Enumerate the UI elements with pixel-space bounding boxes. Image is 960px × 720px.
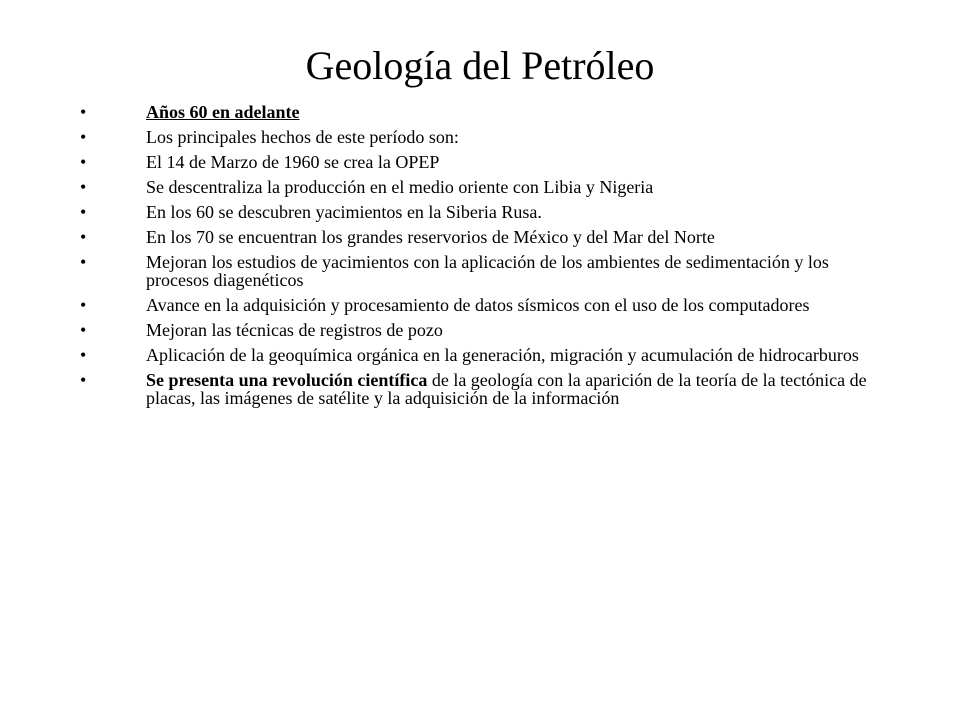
list-item <box>80 153 880 171</box>
bullet-icon: • <box>80 345 87 365</box>
list-item <box>80 103 880 121</box>
section-heading: Años 60 en adelante <box>146 102 300 122</box>
bullet-icon: • <box>80 102 87 122</box>
list-item <box>80 228 880 246</box>
list-item-text <box>146 102 300 122</box>
bullet-icon: • <box>80 152 87 172</box>
bullet-icon: • <box>80 202 87 222</box>
list-item-text: En los 70 se encuentran los grandes reservorios de México y del Mar del Norte <box>146 227 715 247</box>
slide-title: Geología del Petróleo <box>305 43 655 88</box>
list-item-text: Mejoran los estudios de yacimientos con la aplicación de los ambientes de sedimentación y los procesos diagenéticos <box>146 252 829 290</box>
list-item-text: Aplicación de la geoquímica orgánica en la generación, migración y acumulación de hidrocarburos <box>146 345 859 365</box>
list-item-text: Se descentraliza la producción en el medio oriente con Libia y Nigeria <box>146 177 654 197</box>
list-item <box>80 371 880 407</box>
emphasis-text: Se presenta una revolución científica <box>146 370 428 390</box>
bullet-icon: • <box>80 127 87 147</box>
bullet-list <box>80 103 880 414</box>
list-item-text: Mejoran las técnicas de registros de pozo <box>146 320 443 340</box>
list-item <box>80 346 880 364</box>
bullet-icon: • <box>80 370 87 390</box>
body-text: de la geología con la aparición de la teoría de la tectónica de placas, las imágenes de satélite y la adquisición de la información <box>146 370 867 408</box>
list-item-text <box>146 370 867 408</box>
list-item-text: El 14 de Marzo de 1960 se crea la OPEP <box>146 152 440 172</box>
bullet-icon: • <box>80 252 87 272</box>
list-item-text: En los 60 se descubren yacimientos en la Siberia Rusa. <box>146 202 542 222</box>
list-item-text: Los principales hechos de este período son: <box>146 127 459 147</box>
list-item-text: Avance en la adquisición y procesamiento de datos sísmicos con el uso de los computadores <box>146 295 810 315</box>
bullet-icon: • <box>80 295 87 315</box>
list-item <box>80 296 880 314</box>
bullet-icon: • <box>80 177 87 197</box>
list-item <box>80 128 880 146</box>
list-item <box>80 203 880 221</box>
bullet-icon: • <box>80 227 87 247</box>
list-item <box>80 253 880 289</box>
list-item <box>80 178 880 196</box>
bullet-icon: • <box>80 320 87 340</box>
list-item <box>80 321 880 339</box>
